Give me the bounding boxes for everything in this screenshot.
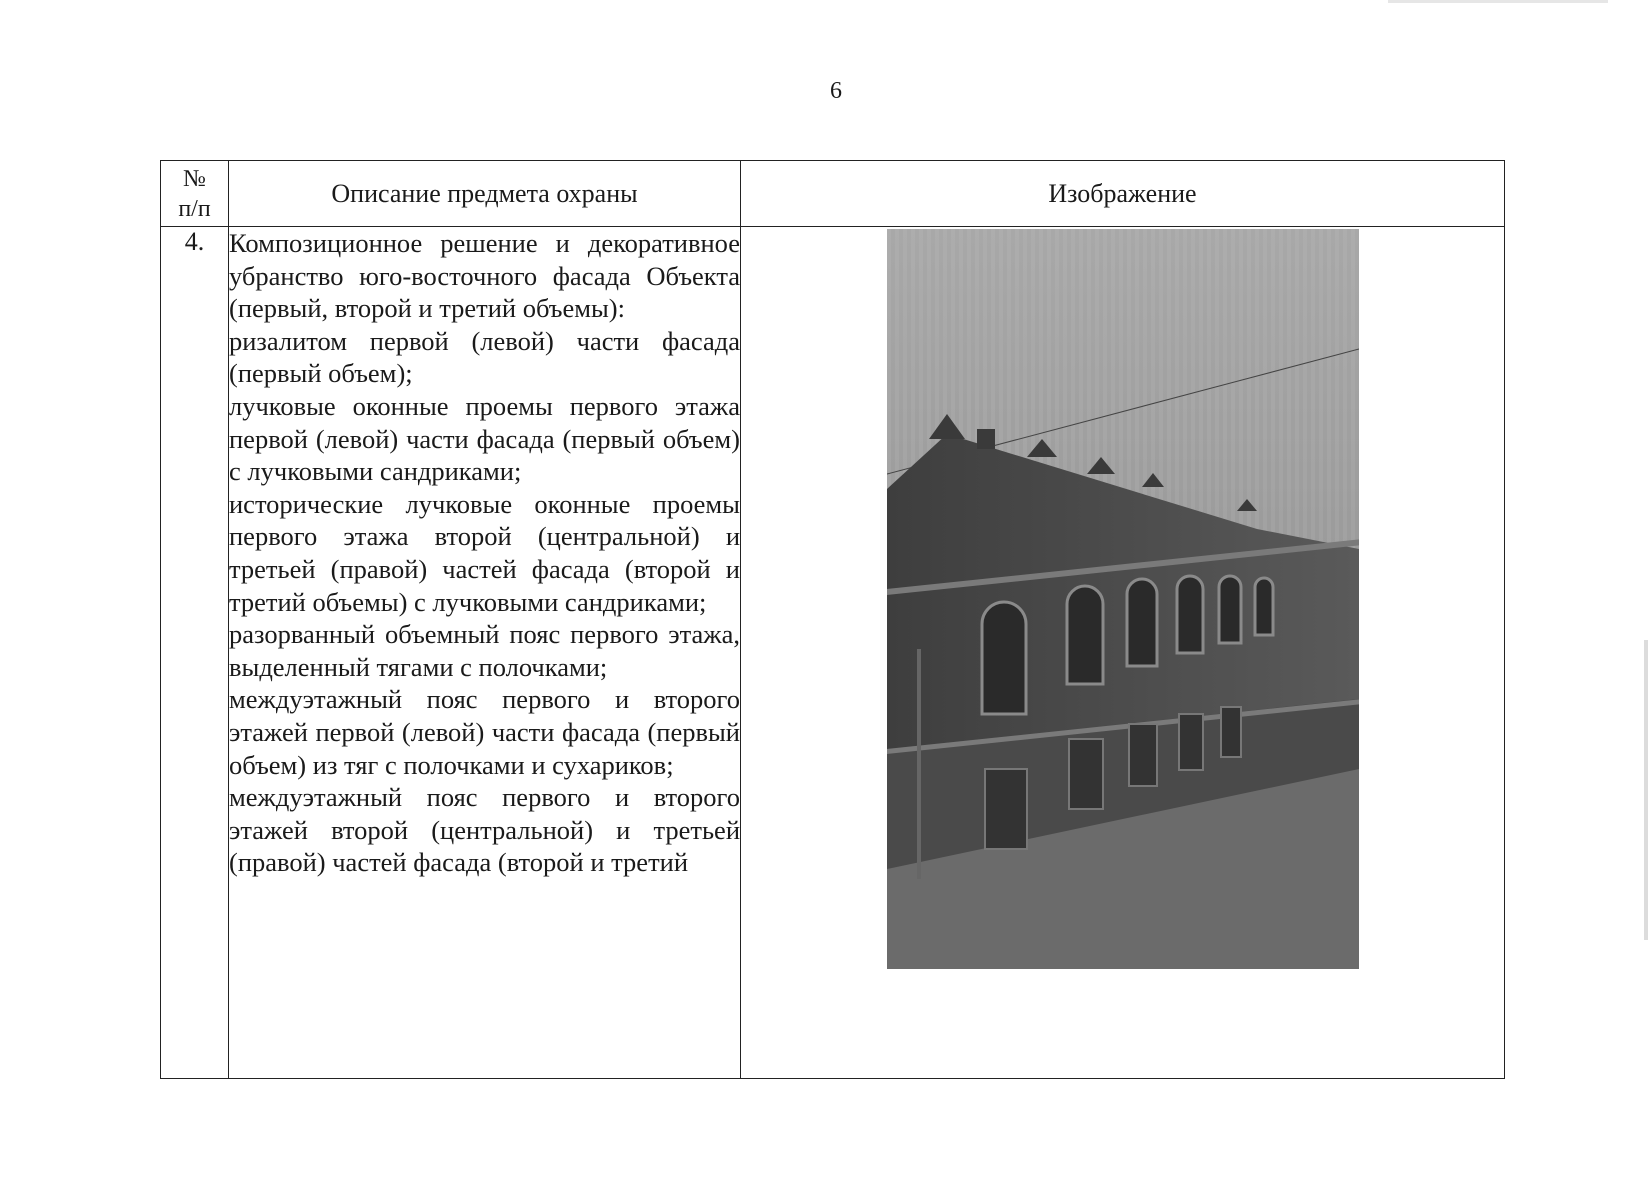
header-number-pp: п/п [178,195,211,222]
header-number [161,161,229,227]
scan-edge-mark-top [1388,0,1608,3]
description-paragraph: лучковые оконные проемы первого этажа первой (левой) части фасада (первый объем) с лучковыми сандриками; [229,390,740,487]
facade-illustration [887,229,1359,969]
description-paragraph: междуэтажный пояс первого и второго этажей второй (центральной) и третьей (правой) частей фасада (второй и третий [229,782,740,878]
header-description: Описание предмета охраны [229,161,741,227]
table-row [161,227,1505,1079]
building-facade-photo [887,229,1359,969]
page-number: 6 [830,78,842,104]
description-paragraph: Композиционное решение и декоративное убранство юго-восточного фасада Объекта (первый, второй и третий объемы): [229,228,740,324]
scan-edge-mark-right [1644,640,1648,940]
description-paragraph: ризалитом первой (левой) части фасада (первый объем); [229,325,740,389]
description-paragraph: междуэтажный пояс первого и второго этажей первой (левой) части фасада (первый объем) из тяг с полочками и сухариков; [229,684,740,780]
description-paragraph: разорванный объемный пояс первого этажа, выделенный тягами с полочками; [229,619,740,682]
row-image-cell [741,227,1505,1079]
row-description [229,227,741,1079]
row-number: 4. [161,227,229,1079]
header-number-sign: № [183,165,206,192]
header-image: Изображение [741,161,1505,227]
protection-subject-table [160,160,1505,1079]
description-paragraph: исторические лучковые оконные проемы первого этажа второй (центральной) и третьей (правой) частей фасада (второй и третий объемы) с лучковыми сандриками; [229,488,740,617]
table-header-row [161,161,1505,227]
